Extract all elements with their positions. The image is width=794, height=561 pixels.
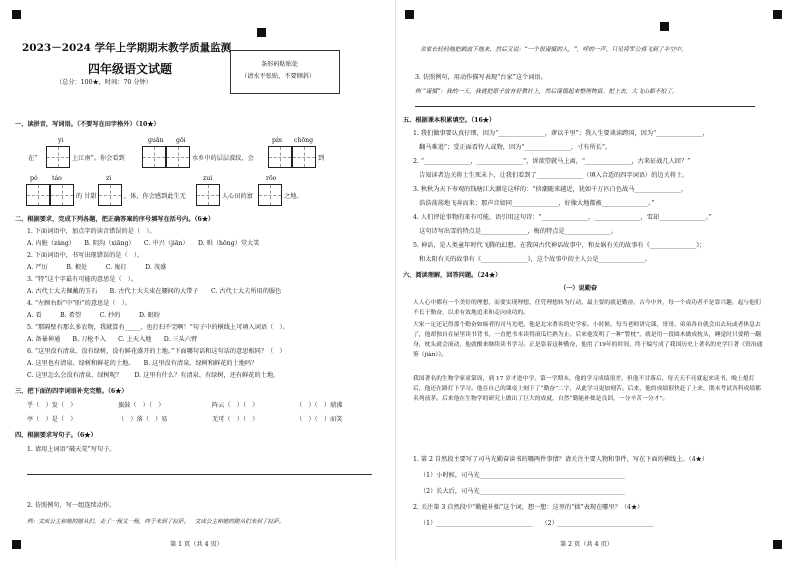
page-footer: 第 2 页（共 4 页） [560,541,613,548]
reading-paragraph: 我国著名的生物学家童第周，到 17 岁才进中学。第一学期末，他的学习成绩很差，但他不甘落后，每天天不亮就起来读书，晚上熄灯后，他还在路灯下学习。他在自己的课桌上刻下了“勤奋”二字，从此学习更加刻苦。后来，他的成绩很快赶了上来，期末考试各科成绩都名列前茅。后来他在生物学的研究上做出了巨大的成就，自然“勤能补拙是良训，一分辛苦一分才”。 [413,376,761,402]
section-1-heading: 一、读拼音，写词语。（不要写在田字格外）（10★） [15,121,160,128]
example-sentence: 例 “谨慎”：我的一天，我就把原子放有好教针上，然后谨慎起来整理物资。把上去，大飞山都不怕了。 [415,89,678,95]
tianzige-box[interactable] [166,146,190,168]
question: 1. 请用上词语“破天荒”写句子。 [27,446,116,453]
idiom-blank[interactable]: 乎（ ）发（ ） [27,402,77,409]
fill-question: 翻马难追”；受正面看待人或物，因为“_______________，寸有所长”。 [413,144,612,151]
answer-line[interactable]: （1）小时候，司马光_______________________________________________ [420,472,626,479]
fill-text: 之地。 [284,193,303,200]
fill-text: 人心田的富 [222,193,253,200]
reading-title: （一）说勤奋 [560,285,598,292]
fill-question: 浩浩荡荡地飞奔而来；那声音如同_______________，好像大地都被_______________。” [413,200,655,207]
idiom-blank[interactable]: （ ）落（ ）易 [118,416,168,423]
pinyin: guān [148,137,164,144]
question: 1. 第 2 自然段主要写了司马光勤奋读书的哪两件事情？请关注主要人物和事件，写在下面的横线上。（4★） [413,456,709,463]
continued-text: 余家长轻轻地把鹤放下地来，然后又说：“一个很谨慎的人，”，呼的一声，只见将军公鸡飞到了半空中。 [420,47,687,53]
tianzige-box[interactable] [26,184,50,206]
question: 2. 仿照例句，写一组连续动作。 [27,502,116,509]
registration-mark [773,540,782,549]
fill-question: 和太阳有关的故事有《_______________》，这个故事中的主人公是_______________。 [413,256,652,263]
options: A. 内脏（zàng） B. 阴沟（xiāng） C. 中兴（jiān） D. 哄（hōng）堂大笑 [27,240,260,247]
question: 4. “左顾右盼”中“盼”的意思是（ ）。 [27,300,132,307]
section-2-heading: 二、根据要求，完成下列各题，把正确答案的序号填写在括号内。（6★） [15,216,215,223]
section-3-heading: 三、把下面的四字词语补充完整。（6★） [15,388,128,395]
fill-question: 这句诗写出雪的特点是_______________，梅的特点是_______________。 [413,228,618,235]
question: 3. 仿照例句，用动作描写表现“台家”这个词语。 [415,74,547,81]
pinyin: chōng [294,137,314,144]
fill-question: 2. “_______________，_______________”，诉欲望就马上离，“_______________，古来征战几人回？” [413,158,691,165]
reading-paragraph: 人人心中都有一个美好的理想，而要实现理想，任凭理想转为行动，最主要的就是勤奋，古今中外，每一个成功者不是靠兴趣，起与他们不长于勤奋，以求有效地追求和走向成功的。 [413,300,761,316]
exam-subject: 四年级语文试题 [88,62,173,76]
options: A. 严厉 B. 根处 C. 废打 D. 茂盛 [27,264,167,271]
registration-mark [12,10,21,19]
tianzige-box[interactable] [292,146,316,168]
pinyin: yi [58,137,64,144]
fill-text: 的 甘甜 [76,193,97,200]
reading-paragraph: 大家一定还记得那个勤奋如痴者的司马光吧。他是北宋著名的史学家。小时候，每当老师讲完课，哥哥、弟弟各自就会出去玩或者休息去了，他却独自在屋里读书背书，一直把书本读得滚瓜烂熟为止。后来他发明了一种“警枕”，就是用一段圆木做成枕头，睡觉时只要稍一翻身，枕头就会滚动，他就醒来继续读书学习。正是靠着这种勤奋，他用了19年的时间，终于编写成了我国历史上著名的史学巨著《资治通鉴（jiàn）》。 [413,322,763,358]
section-4-heading: 四、根据要求写句子。（6★） [15,432,97,439]
question: 3. “特”这个字最有可能的意思是（ ）。 [27,276,138,283]
fill-question: 5. 神话，是人类童年时代飞腾的幻想。在我国古代神话故事中，和女娲有关的故事有《_______________》； [413,242,706,249]
registration-mark [12,540,21,549]
fill-text: 上江南”。你会看到 [72,155,125,162]
fill-text: 水乡中的层层波纹，会 [192,155,254,162]
options: A. 备暴神通 B. 刀枪不入 C. 上天入地 D. 三头六臂 [27,336,198,343]
pinyin: zui [203,175,213,182]
exam-title: 2023－2024 学年上学期期末教学质量监测 [22,42,232,54]
tianzige-box[interactable] [268,146,292,168]
answer-line[interactable] [415,106,755,107]
score-time: （总分：100★，时间：70 分钟） [56,79,152,86]
options: A. 这里也有清泉、绿树和鲜花的土地。 B. 这里没有清泉、绿树和鲜花的土地吗？ [27,360,258,367]
section-6-heading: 六、阅读理解，回答问题。（24★） [403,272,502,279]
answer-line[interactable]: （1）_______________________________ （2）_______________________________ [420,520,654,527]
barcode-note: （请水平张贴，不要倾斜） [241,73,316,80]
example-sentence: 例：文成公主和她的随从们，走了一程又一程，终于来到了拉萨。 文成公主和她的随从们来到了拉萨。 [27,519,285,525]
fill-question: 告知读者边关将士生死未卜，让我们看到了_______________（填入合适的四字词语）的边关将士。 [413,172,689,179]
idiom-blank[interactable]: （ ）（ ）而笑 [296,416,343,423]
tianzige-box[interactable] [98,184,122,206]
fill-question: 3. 秋秋为天下寿观的钱塘江大潮是这样的：“侦潮随来越近，犹如千万匹白色战马_______________， [413,186,688,193]
section-5-heading: 五、根据课本积累填空。（16★） [403,117,496,124]
pinyin: pó [30,175,38,182]
registration-mark [257,28,266,37]
page-divider [395,0,396,561]
answer-line[interactable]: （2）长大后，司马光_______________________________________________ [420,488,626,495]
tianzige-box[interactable] [46,146,70,168]
pinyin: pín [272,137,282,144]
idiom-blank[interactable]: 无可（ ）（ ） [212,416,259,423]
options: A. 古代士大夫佩戴的玉石 B. 古代士大夫束在腰间的大带子 C. 古代士大夫所用的服色 [27,288,282,295]
tianzige-box[interactable] [196,184,220,206]
options: A. 看 B. 希望 C. 抄的 D. 眼盼 [27,312,161,319]
fill-question: 4. 人们评论事物的来有可能，语引用这句诗：“_______________，_______________，雪却_______________。” [413,214,712,221]
options: C. 这里怎么会没有清泉、绿树呢？ D. 这里有什么？有清泉、有绿树，还有鲜花的土地。 [27,372,280,379]
tianzige-box[interactable] [50,184,74,206]
idiom-blank[interactable]: 旗鼓（ ）（ ） [118,402,165,409]
question: 2. 关注第 3 自然段中“勤能补拙”这个词，想一想：这里的“拙”表现在哪里？（4★） [413,504,644,511]
question: 6. “这里没有清泉，没有绿树，没有鲜花盛开的土地。”下面哪句话和这句话的意思相同？（ ） [27,348,286,355]
pinyin: rōo [266,175,277,182]
pinyin: táo [52,175,62,182]
fill-question: 1. 我们做事要认真仔细，因为“_______________，谬以千里”；我人生要谈读跨国，因为“_______________， [413,130,709,137]
question: 5. “那隔壁有那么多农物，我就算有_____，也打扫不完啊！”句子中的横线上可填入词语（ ）。 [27,324,289,331]
fill-text: 到 [318,155,325,162]
pinyin: zi [106,175,112,182]
idiom-blank[interactable]: 亭（ ）是（ ） [27,416,77,423]
registration-mark [773,10,782,19]
idiom-blank[interactable]: （ ）（ ）鼎沸 [296,402,343,409]
pinyin: gōi [176,137,186,144]
fill-text: 在“ [28,155,38,162]
barcode-title: 条形码粘贴处 [261,61,299,68]
tianzige-box[interactable] [258,184,282,206]
registration-mark [405,10,414,19]
question: 2. 下面词语中，书写出现错误的是（ ）。 [27,252,144,259]
idiom-blank[interactable]: 阵云（ ）（ ） [212,402,259,409]
page-footer: 第 1 页（共 4 页） [170,541,223,548]
fill-text: ，体，你会感到此生无 [124,193,186,200]
answer-line[interactable] [27,474,372,475]
question: 1. 下面词语中，加点字的读音错误的是（ ）。 [27,228,156,235]
barcode-box [230,50,340,94]
registration-mark [660,22,669,31]
tianzige-box[interactable] [142,146,166,168]
